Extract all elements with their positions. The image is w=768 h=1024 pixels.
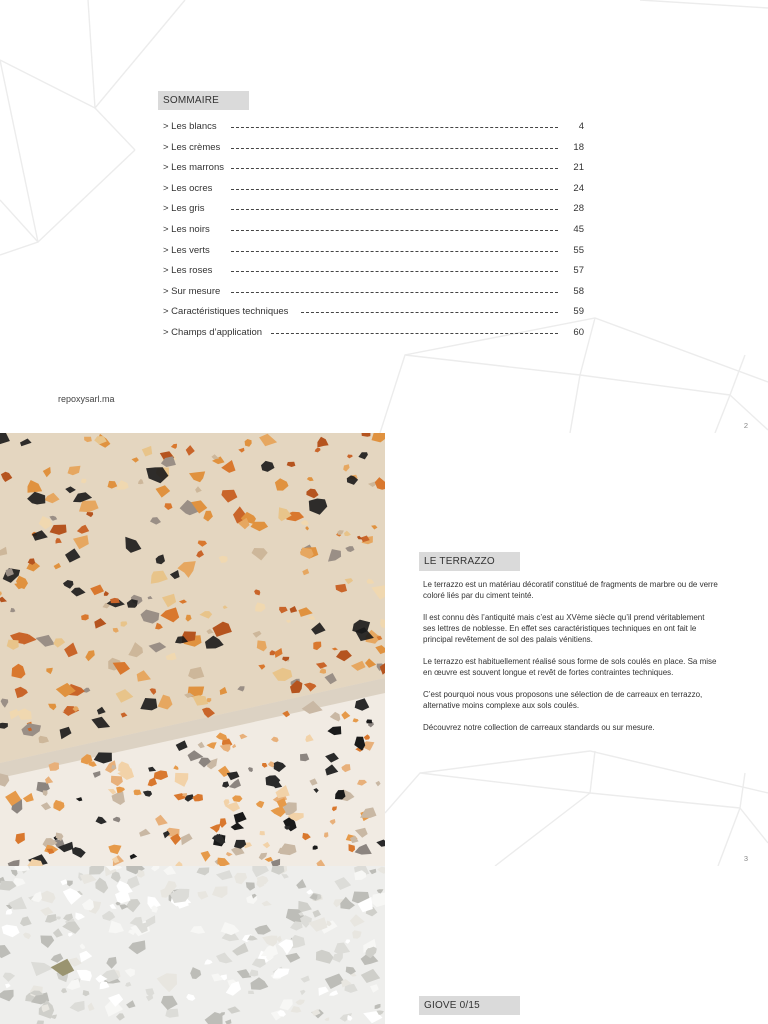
toc-leader-dots — [231, 251, 558, 252]
giove-title: GIOVE 0/15 — [419, 996, 520, 1015]
toc-entry-label: > Les roses — [163, 265, 213, 277]
toc-entry-page: 45 — [573, 223, 584, 235]
toc-leader-dots — [301, 312, 558, 313]
toc-entry-page: 4 — [578, 121, 584, 132]
paragraph: C’est pourquoi nous vous proposons une sélection de de carreaux en terrazzo, alternative moins complexe aux sols coulés. — [423, 690, 703, 710]
toc-leader-dots — [231, 148, 558, 149]
toc-entry-page: 21 — [573, 162, 584, 174]
page-giove — [0, 866, 768, 1024]
toc-leader-dots — [231, 292, 558, 293]
paragraph: Le terrazzo est un matériau décoratif constitué de fragments de marbre ou de verre coloré liés par du ciment teinté. — [423, 580, 718, 600]
toc-entry[interactable] — [163, 220, 585, 241]
toc-entry-page: 55 — [573, 244, 584, 256]
toc-entry-page: 60 — [573, 326, 584, 338]
toc-leader-dots — [271, 333, 558, 334]
page-number: 2 — [743, 421, 748, 430]
toc-entry-label: > Les noirs — [163, 223, 210, 235]
toc-entry-label: > Les verts — [163, 244, 210, 256]
toc-entry[interactable] — [163, 282, 585, 303]
toc-entry[interactable] — [163, 117, 585, 138]
paragraph: Découvrez notre collection de carreaux standards ou sur mesure. — [423, 723, 655, 732]
toc-entry[interactable] — [163, 179, 585, 200]
toc-entry-page: 59 — [573, 306, 584, 318]
paragraph: Le terrazzo est habituellement réalisé sous forme de sols coulés en place. Sa mise en œuvre est souvent longue et revêt de fortes contraintes techniques. — [423, 657, 717, 677]
toc-entry-page: 28 — [573, 203, 584, 215]
terrazzo-corner-photo — [0, 433, 385, 866]
toc-leader-dots — [231, 168, 558, 169]
toc-entry[interactable] — [163, 323, 585, 344]
website-footer: repoxysarl.ma — [58, 394, 115, 404]
page-sommaire — [0, 0, 768, 433]
toc-entry-label: > Champs d’application — [163, 326, 263, 338]
toc-leader-dots — [231, 271, 558, 272]
toc-leader-dots — [231, 189, 558, 190]
toc-entry-page: 18 — [573, 141, 584, 153]
toc-entry[interactable] — [163, 138, 585, 159]
page-terrazzo — [0, 433, 768, 866]
toc-entry[interactable] — [163, 302, 585, 323]
toc-leader-dots — [231, 230, 558, 231]
toc-entry[interactable] — [163, 241, 585, 262]
terrazzo-texture-image — [0, 433, 385, 866]
toc-entry-label: > Les gris — [163, 203, 205, 215]
toc-entry-label: > Caractéristiques techniques — [163, 306, 289, 318]
toc-entry[interactable] — [163, 199, 585, 220]
sommaire-title: SOMMAIRE — [158, 91, 249, 110]
terrazzo-title: LE TERRAZZO — [419, 552, 520, 571]
terrazzo-description — [423, 579, 718, 744]
paragraph: Il est connu dès l’antiquité mais c’est au XVème siècle qu’il prend véritablement ses lettres de noblesse. En effet ses caractéristiques techniques en ont fait le principal revêtement de sol des palais vénitiens. — [423, 613, 705, 644]
toc-entry[interactable] — [163, 158, 585, 179]
toc-leader-dots — [231, 127, 558, 128]
giove-white-terrazzo-photo — [0, 866, 385, 1024]
toc-entry-label: > Les blancs — [163, 121, 217, 132]
toc-entry-page: 58 — [573, 285, 584, 297]
toc-entry-label: > Les crèmes — [163, 141, 221, 153]
table-of-contents — [163, 117, 585, 344]
white-terrazzo-texture-image — [0, 866, 385, 1024]
toc-leader-dots — [231, 209, 558, 210]
toc-entry[interactable] — [163, 261, 585, 282]
toc-entry-label: > Sur mesure — [163, 285, 221, 297]
toc-entry-label: > Les marrons — [163, 162, 224, 174]
page-number: 3 — [743, 854, 748, 863]
toc-entry-page: 24 — [573, 182, 584, 194]
toc-entry-page: 57 — [573, 265, 584, 277]
toc-entry-label: > Les ocres — [163, 182, 213, 194]
